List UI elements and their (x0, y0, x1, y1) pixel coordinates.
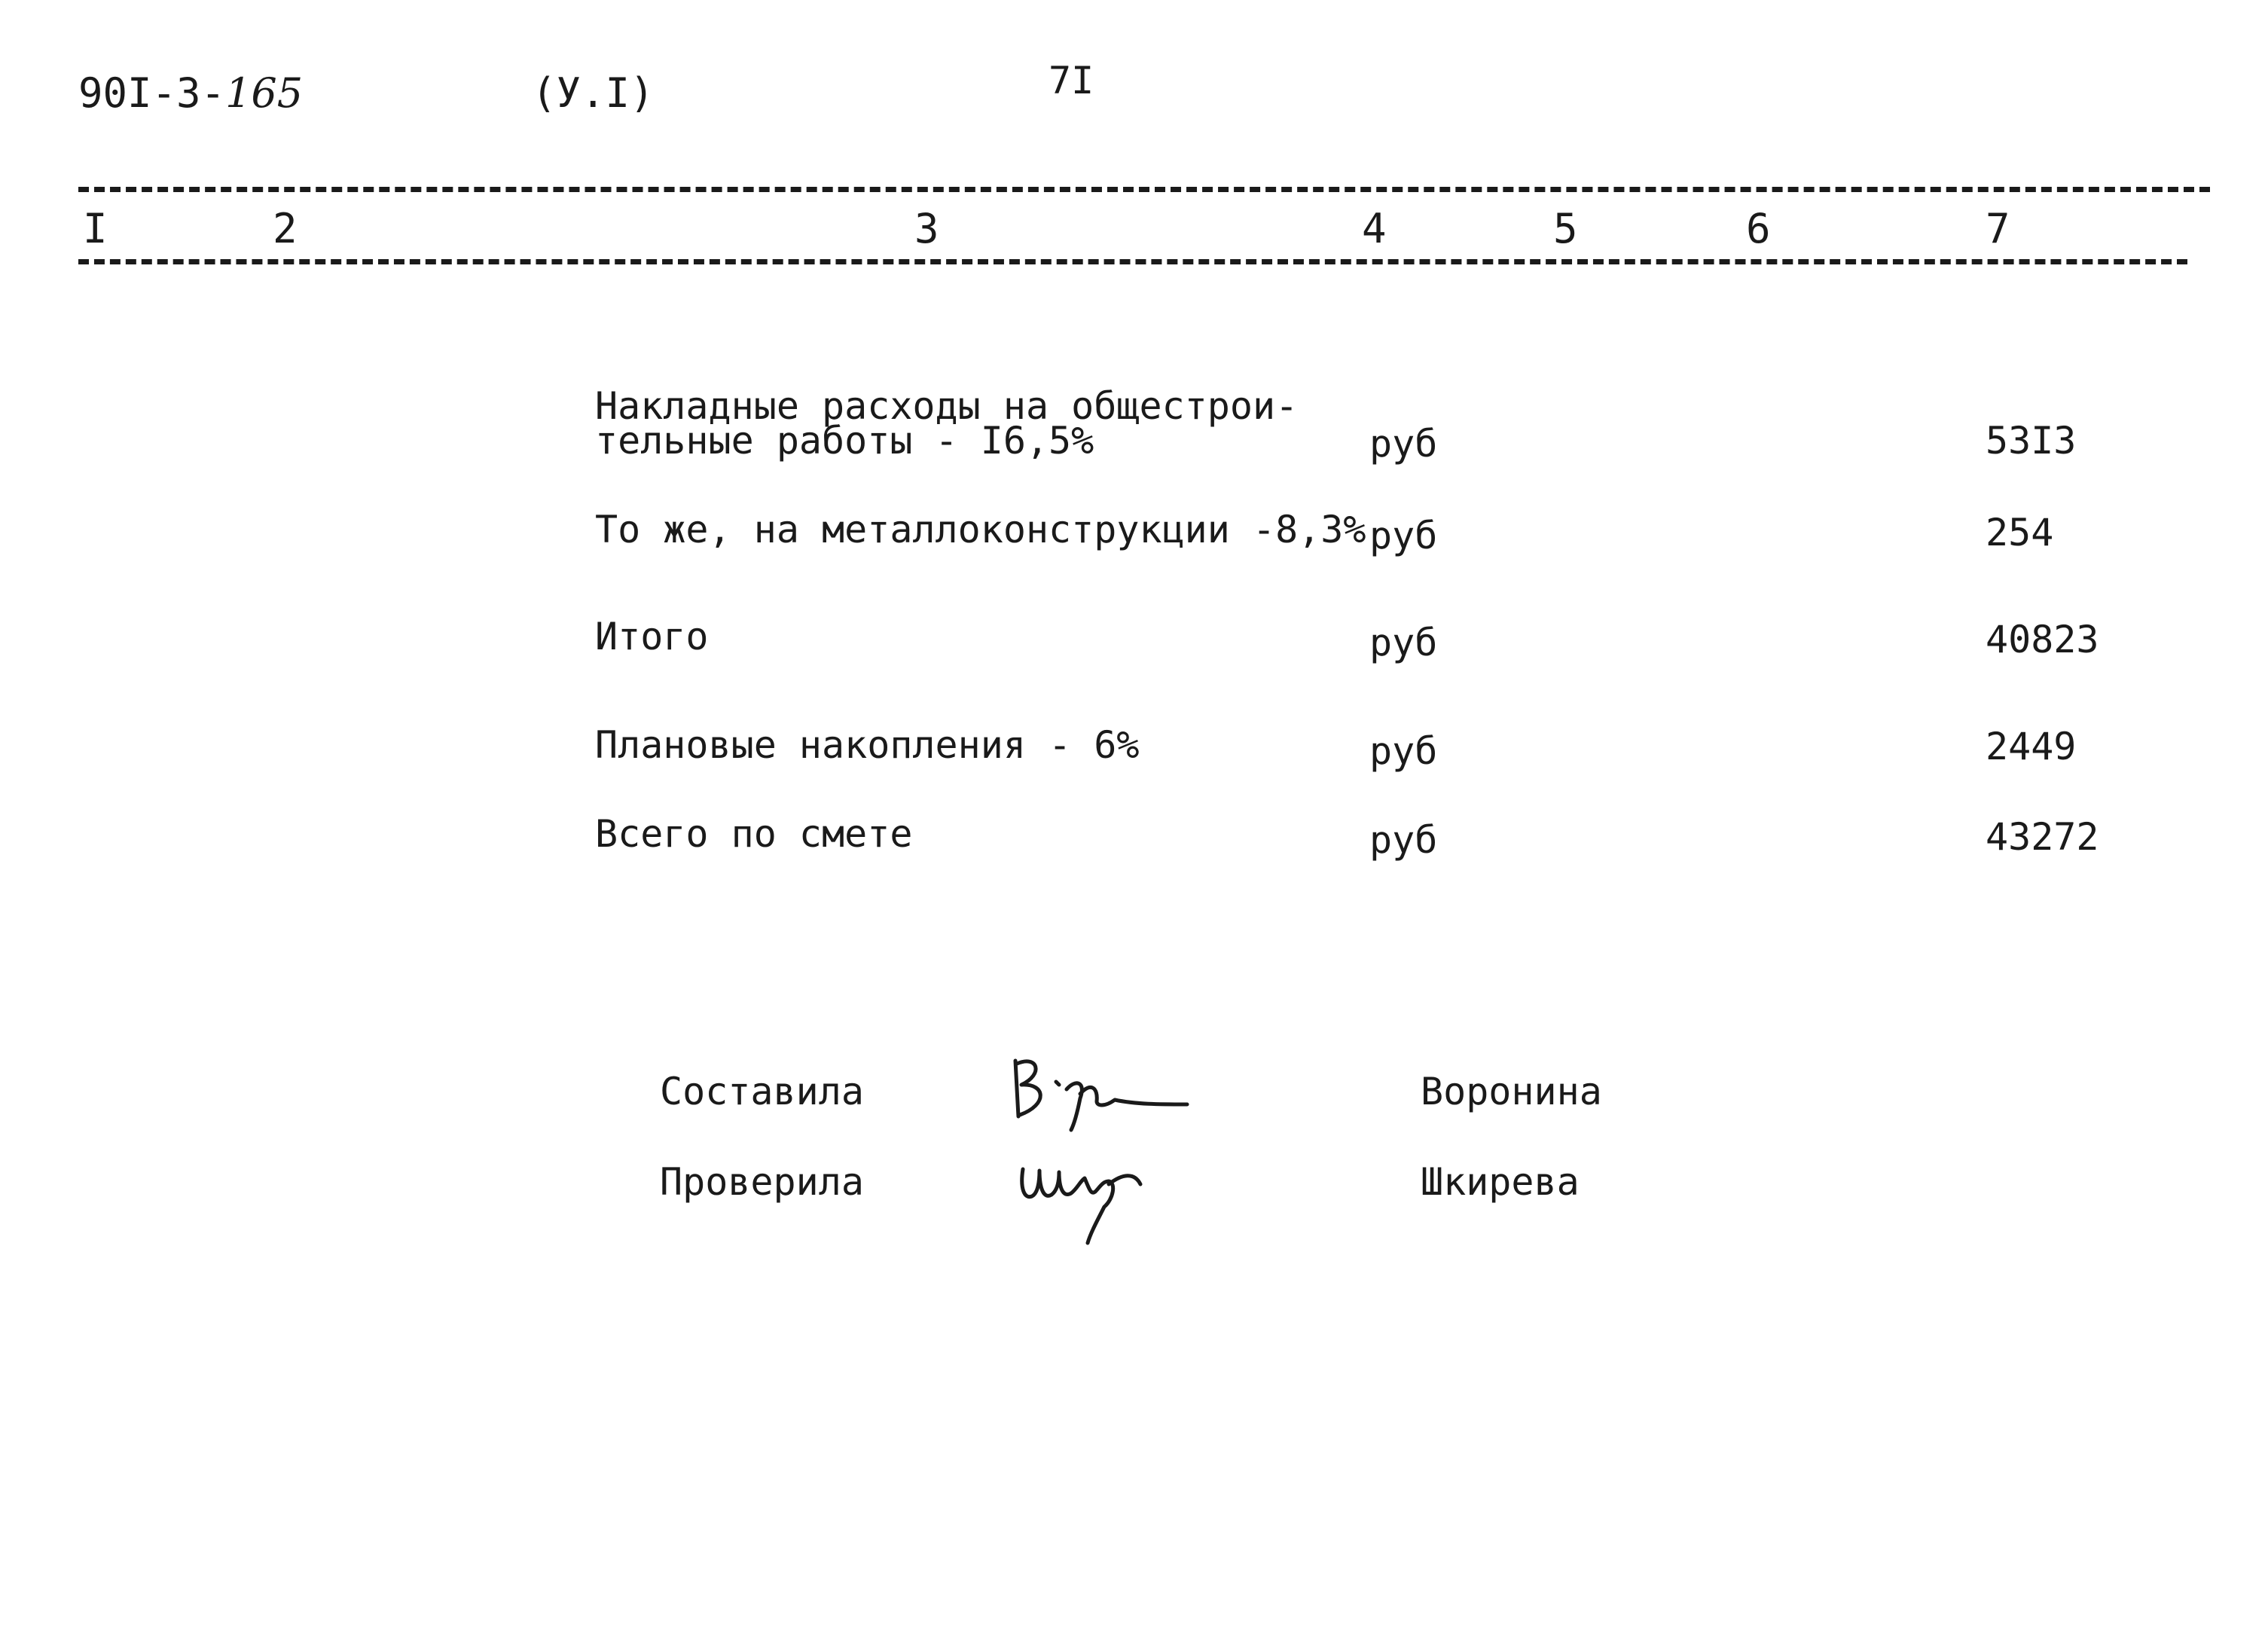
estimate-row-savings-value: 2449 (1986, 725, 2077, 768)
estimate-row-metal-value: 254 (1986, 511, 2054, 554)
estimate-row-subtotal-description: Итого (595, 615, 709, 658)
document-code-prefix: 90I-3- (78, 69, 226, 117)
dashed-rule-top (78, 187, 2210, 192)
estimate-row-overhead-line-2: тельные работы - I6,5% (595, 419, 1094, 463)
column-number-4: 4 (1362, 205, 1387, 252)
column-number-1: I (83, 205, 108, 252)
column-number-3: 3 (914, 205, 939, 252)
document-code (78, 69, 303, 117)
column-number-7: 7 (1986, 205, 2010, 252)
estimate-row-metal-unit: руб (1369, 514, 1438, 557)
estimate-row-overhead-description (595, 384, 1299, 463)
estimate-row-total-description: Всего по смете (595, 812, 913, 856)
document-code-handwritten-suffix: 165 (225, 69, 304, 117)
estimate-row-overhead-value: 53I3 (1986, 419, 2077, 463)
estimate-row-overhead-line-1: Накладные расходы на общестрои- (595, 384, 1299, 428)
estimate-row-subtotal-value: 40823 (1986, 618, 2099, 661)
page-number: 7I (1049, 59, 1094, 102)
handwritten-signature-checked (1017, 1151, 1213, 1249)
estimate-row-savings-unit: руб (1369, 729, 1438, 773)
signature-name-compiled: Воронина (1421, 1070, 1602, 1113)
estimate-row-overhead-unit: руб (1369, 422, 1438, 466)
estimate-row-subtotal-unit: руб (1369, 621, 1438, 664)
signature-role-checked: Проверила (660, 1160, 864, 1204)
estimate-row-savings-description: Плановые накопления - 6% (595, 723, 1140, 767)
column-number-2: 2 (273, 205, 298, 252)
document-section: (У.I) (532, 69, 655, 117)
signature-role-compiled: Составила (660, 1070, 864, 1113)
column-number-5: 5 (1553, 205, 1578, 252)
estimate-row-metal-description: То же, на металлоконструкции -8,3% (595, 508, 1366, 551)
column-number-6: 6 (1746, 205, 1771, 252)
signature-name-checked: Шкирева (1421, 1160, 1580, 1204)
estimate-row-total-value: 43272 (1986, 815, 2099, 859)
estimate-row-total-unit: руб (1369, 818, 1438, 862)
handwritten-signature-compiled (1002, 1052, 1228, 1134)
dashed-rule-bottom (78, 259, 2187, 264)
